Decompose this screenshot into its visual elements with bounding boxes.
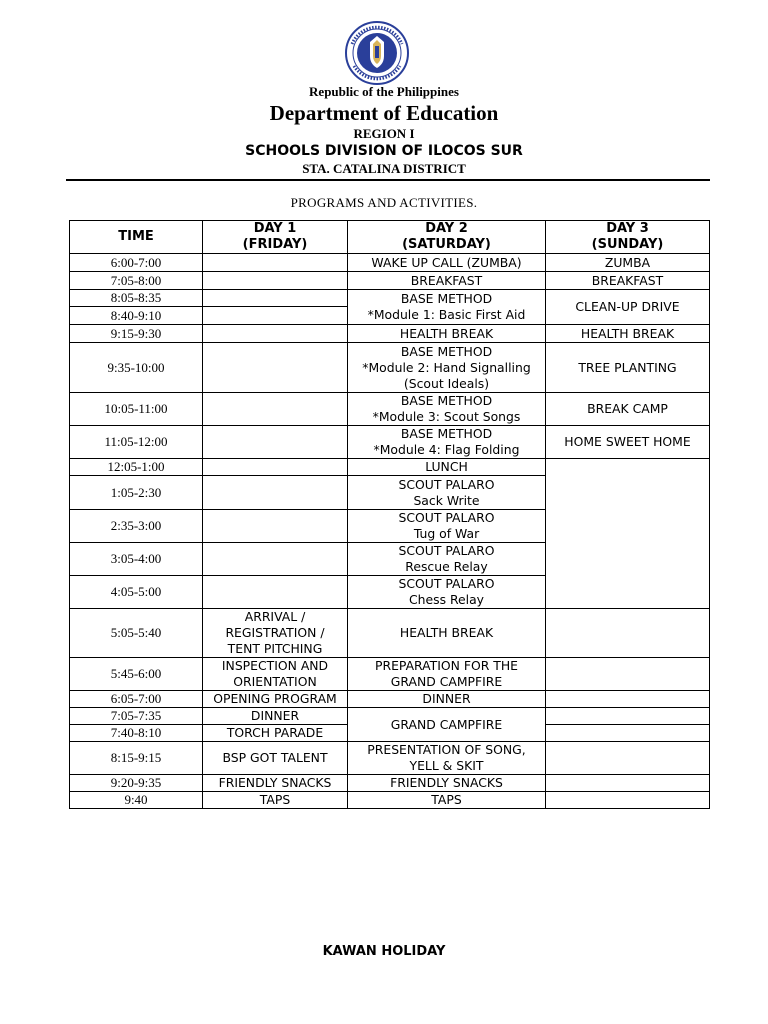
day1-cell: [203, 576, 348, 609]
table-row: [70, 343, 710, 393]
day1-cell: [203, 476, 348, 510]
header-day1: DAY 1 (FRIDAY): [203, 221, 348, 254]
day1-cell: [203, 510, 348, 543]
footer-text: KAWAN HOLIDAY: [322, 944, 446, 959]
table-row: [70, 775, 710, 792]
time-cell: 7:05-8:00: [70, 272, 203, 290]
day1-cell: OPENING PROGRAM: [203, 691, 348, 708]
day2-cell: WAKE UP CALL (ZUMBA): [348, 254, 546, 272]
day1-cell: [203, 393, 348, 426]
day3-cell: [546, 609, 710, 658]
time-cell: 7:40-8:10: [70, 725, 203, 742]
day2-cell: HEALTH BREAK: [348, 609, 546, 658]
region-heading: REGION I: [353, 126, 415, 141]
day2-cell: PREPARATION FOR THE GRAND CAMPFIRE: [348, 658, 546, 691]
time-cell: 2:35-3:00: [70, 510, 203, 543]
table-row: [70, 290, 710, 307]
day1-cell: ARRIVAL / REGISTRATION / TENT PITCHING: [203, 609, 348, 658]
time-cell: 9:40: [70, 792, 203, 809]
day2-cell: LUNCH: [348, 459, 546, 476]
day1-cell: [203, 307, 348, 325]
table-row: [70, 708, 710, 725]
day3-cell: ZUMBA: [546, 254, 710, 272]
day1-cell: [203, 343, 348, 393]
day2-cell: SCOUT PALARO Rescue Relay: [348, 543, 546, 576]
department-heading: Department of Education: [269, 101, 499, 125]
day1-cell: [203, 254, 348, 272]
table-row: [70, 742, 710, 775]
time-cell: 8:40-9:10: [70, 307, 203, 325]
day3-cell: HOME SWEET HOME: [546, 426, 710, 459]
day2-cell: SCOUT PALARO Sack Write: [348, 476, 546, 510]
table-row: [70, 272, 710, 290]
day1-cell: [203, 290, 348, 307]
table-row: [70, 459, 710, 476]
day2-cell: BASE METHOD *Module 3: Scout Songs: [348, 393, 546, 426]
day1-cell: FRIENDLY SNACKS: [203, 775, 348, 792]
republic-heading: Republic of the Philippines: [309, 84, 459, 99]
time-cell: 5:05-5:40: [70, 609, 203, 658]
day2-cell: BASE METHOD *Module 2: Hand Signalling (Scout Ideals): [348, 343, 546, 393]
day1-cell: [203, 543, 348, 576]
table-row: [70, 609, 710, 658]
day3-cell: [546, 708, 710, 725]
day3-cell: [546, 775, 710, 792]
header-day2: DAY 2 (SATURDAY): [348, 221, 546, 254]
time-cell: 5:45-6:00: [70, 658, 203, 691]
day3-cell: [546, 742, 710, 775]
time-cell: 6:05-7:00: [70, 691, 203, 708]
day2-cell: BASE METHOD *Module 1: Basic First Aid: [348, 290, 546, 325]
time-cell: 10:05-11:00: [70, 393, 203, 426]
day1-cell: [203, 459, 348, 476]
day2-cell: TAPS: [348, 792, 546, 809]
table-row: [70, 393, 710, 426]
day1-cell: [203, 325, 348, 343]
schedule-table: [69, 220, 710, 809]
table-header-row: [70, 221, 710, 254]
day1-cell: TORCH PARADE: [203, 725, 348, 742]
day2-cell: FRIENDLY SNACKS: [348, 775, 546, 792]
header-divider: [66, 179, 710, 181]
division-heading: SCHOOLS DIVISION OF ILOCOS SUR: [245, 143, 523, 159]
time-cell: 8:05-8:35: [70, 290, 203, 307]
day2-cell: DINNER: [348, 691, 546, 708]
time-cell: 9:15-9:30: [70, 325, 203, 343]
time-cell: 3:05-4:00: [70, 543, 203, 576]
day2-cell: BREAKFAST: [348, 272, 546, 290]
header-time: TIME: [70, 221, 203, 254]
day2-cell: PRESENTATION OF SONG, YELL & SKIT: [348, 742, 546, 775]
day1-cell: BSP GOT TALENT: [203, 742, 348, 775]
day3-cell: [546, 691, 710, 708]
day1-cell: TAPS: [203, 792, 348, 809]
day1-cell: [203, 426, 348, 459]
time-cell: 7:05-7:35: [70, 708, 203, 725]
table-row: [70, 325, 710, 343]
time-cell: 1:05-2:30: [70, 476, 203, 510]
time-cell: 11:05-12:00: [70, 426, 203, 459]
table-row: [70, 691, 710, 708]
time-cell: 4:05-5:00: [70, 576, 203, 609]
time-cell: 9:20-9:35: [70, 775, 203, 792]
time-cell: 9:35-10:00: [70, 343, 203, 393]
time-cell: 8:15-9:15: [70, 742, 203, 775]
day3-cell: BREAK CAMP: [546, 393, 710, 426]
day1-cell: DINNER: [203, 708, 348, 725]
time-cell: 12:05-1:00: [70, 459, 203, 476]
table-row: [70, 426, 710, 459]
time-cell: 6:00-7:00: [70, 254, 203, 272]
header-day3: DAY 3 (SUNDAY): [546, 221, 710, 254]
day2-cell: GRAND CAMPFIRE: [348, 708, 546, 742]
day2-cell: SCOUT PALARO Chess Relay: [348, 576, 546, 609]
table-row: [70, 658, 710, 691]
day3-cell: [546, 459, 710, 609]
day2-cell: SCOUT PALARO Tug of War: [348, 510, 546, 543]
day3-cell: [546, 792, 710, 809]
day1-cell: [203, 272, 348, 290]
day3-cell: [546, 725, 710, 742]
day3-cell: CLEAN-UP DRIVE: [546, 290, 710, 325]
day3-cell: [546, 658, 710, 691]
day3-cell: BREAKFAST: [546, 272, 710, 290]
page-title: PROGRAMS AND ACTIVITIES.: [290, 195, 478, 210]
day3-cell: HEALTH BREAK: [546, 325, 710, 343]
district-heading: STA. CATALINA DISTRICT: [302, 161, 466, 176]
day2-cell: HEALTH BREAK: [348, 325, 546, 343]
day3-cell: TREE PLANTING: [546, 343, 710, 393]
table-row: [70, 254, 710, 272]
day2-cell: BASE METHOD *Module 4: Flag Folding: [348, 426, 546, 459]
day1-cell: INSPECTION AND ORIENTATION: [203, 658, 348, 691]
table-row: [70, 792, 710, 809]
deped-seal-logo: [340, 20, 414, 86]
